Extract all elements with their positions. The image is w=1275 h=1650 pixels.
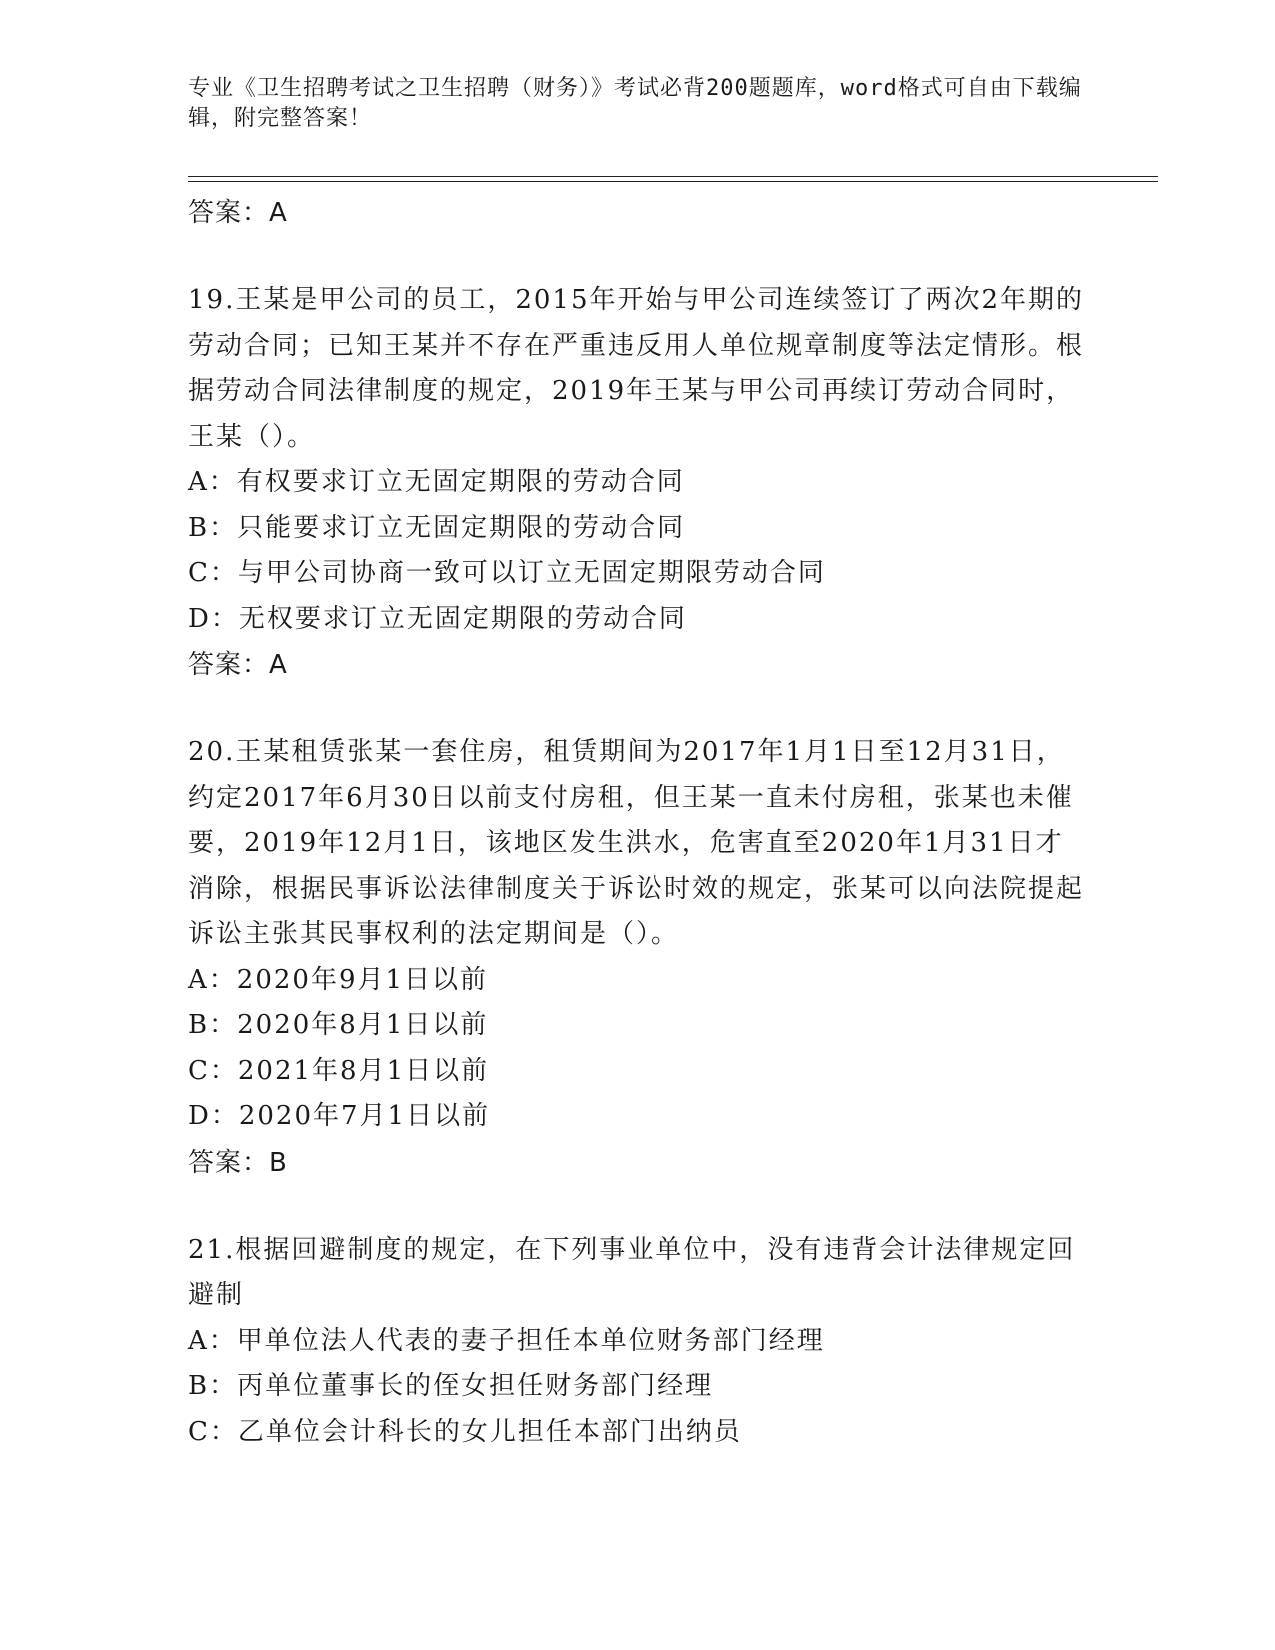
- option-a: A：2020年9月1日以前: [188, 964, 489, 995]
- option-a: A：甲单位法人代表的妻子担任本单位财务部门经理: [188, 1325, 825, 1356]
- option-a: A：有权要求订立无固定期限的劳动合同: [188, 467, 685, 497]
- option-b: B：2020年8月1日以前: [188, 1010, 489, 1040]
- question-stem: 19.王某是甲公司的员工，2015年开始与甲公司连续签订了两次2年期的劳动合同；已知王某并不存在严重违反用人单位规章制度等法定情形。根据劳动合同法律制度的规定，2019年王某与甲公司再续订劳动合同时，王某（）。: [188, 285, 1085, 452]
- question-stem: 21.根据回避制度的规定，在下列事业单位中，没有违背会计法律规定回避制: [188, 1234, 1076, 1310]
- option-c: C：乙单位会计科长的女儿担任本部门出纳员: [188, 1416, 742, 1447]
- question-stem: 20.王某租赁张某一套住房，租赁期间为2017年1月1日至12月31日，约定2017年6月30日以前支付房租，但王某一直未付房租，张某也未催要，2019年12月1日，该地区发生洪水，危害直至2020年1月31日才消除，根据民事诉讼法律制度关于诉讼时效的规定，张某可以向法院提起诉讼主张其民事权利的法定期间是（）。: [188, 737, 1085, 949]
- header-divider-line: [188, 176, 1158, 177]
- option-c: C：2021年8月1日以前: [188, 1055, 490, 1086]
- question-20: [188, 730, 1088, 1186]
- answer-label: 答案：B: [188, 1147, 288, 1178]
- spacer: [188, 1186, 1088, 1228]
- question-content: [188, 190, 1088, 1455]
- option-c: C：与甲公司协商一致可以订立无固定期限劳动合同: [188, 558, 826, 588]
- question-19: [188, 278, 1088, 688]
- option-b: B：只能要求订立无固定期限的劳动合同: [188, 512, 686, 543]
- question-21: [188, 1228, 1088, 1456]
- spacer: [188, 236, 1088, 278]
- spacer: [188, 688, 1088, 730]
- previous-answer: 答案：A: [188, 198, 288, 228]
- document-header: 专业《卫生招聘考试之卫生招聘（财务）》考试必背200题题库，word格式可自由下载编辑，附完整答案！: [188, 76, 1082, 131]
- option-b: B：丙单位董事长的侄女担任财务部门经理: [188, 1371, 714, 1401]
- answer-label: 答案：A: [188, 650, 288, 680]
- option-d: D：2020年7月1日以前: [188, 1101, 491, 1131]
- option-d: D：无权要求订立无固定期限的劳动合同: [188, 603, 687, 634]
- header-divider-line-2: [188, 181, 1158, 182]
